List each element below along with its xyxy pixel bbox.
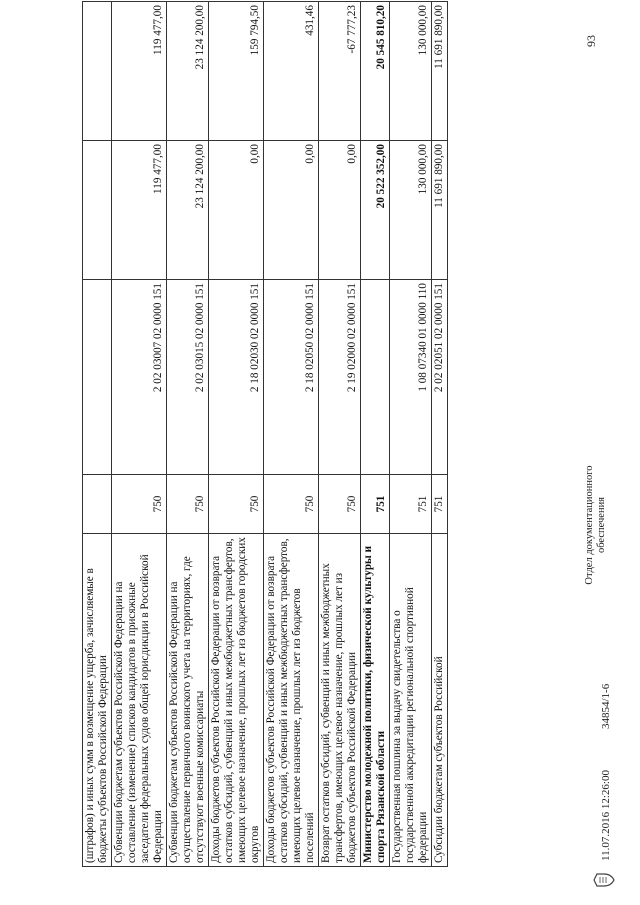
row-budget-code-cell	[361, 280, 390, 475]
row-budget-code-cell: 2 02 03015 02 0000 151	[167, 280, 209, 475]
row-name-cell: Субсидии бюджетам субъектов Российской	[432, 534, 448, 867]
page-number: 93	[584, 35, 598, 47]
table-row	[432, 2, 448, 867]
row-admin-code-cell: 751	[390, 475, 432, 534]
table-row	[390, 2, 432, 867]
row-name-cell: (штрафов) и иных сумм в возмещение ущерба, зачисляемые в бюджеты субъектов Российской Федерации	[83, 534, 112, 867]
table-row	[264, 2, 319, 867]
row-admin-code-cell: 751	[432, 475, 448, 534]
table-row	[112, 2, 167, 867]
row-admin-code-cell: 751	[361, 475, 390, 534]
row-name-cell: Доходы бюджетов субъектов Российской Федерации от возврата остатков субсидий, субвенций и иных межбюджетных трансфертов, имеющих целевое назначение, прошлых лет из бюджетов поселений	[264, 534, 319, 867]
row-admin-code-cell	[83, 475, 112, 534]
row-budget-code-cell: 2 02 02051 02 0000 151	[432, 280, 448, 475]
row-planned-amount-cell: 20 522 352,00	[361, 141, 390, 280]
row-admin-code-cell: 750	[209, 475, 264, 534]
row-planned-amount-cell: 0,00	[319, 141, 361, 280]
department-line-2: обеспечения	[596, 496, 607, 554]
row-actual-amount-cell	[83, 2, 112, 141]
coat-of-arms-icon	[592, 871, 616, 889]
row-planned-amount-cell: 23 124 200,00	[167, 141, 209, 280]
table-row	[361, 2, 390, 867]
row-budget-code-cell: 2 02 03007 02 0000 151	[112, 280, 167, 475]
row-actual-amount-cell: 20 545 810,20	[361, 2, 390, 141]
row-name-cell: Доходы бюджетов субъектов Российской Федерации от возврата остатков субсидий, субвенций и иных межбюджетных трансфертов, имеющих целевое назначение, прошлых лет из бюджетов городских округов	[209, 534, 264, 867]
row-actual-amount-cell: -67 777,23	[319, 2, 361, 141]
row-actual-amount-cell: 130 000,00	[390, 2, 432, 141]
table-row	[319, 2, 361, 867]
budget-revenue-table	[82, 1, 448, 867]
table-row	[167, 2, 209, 867]
row-actual-amount-cell: 119 477,00	[112, 2, 167, 141]
row-admin-code-cell: 750	[167, 475, 209, 534]
row-budget-code-cell: 1 08 07340 01 0000 110	[390, 280, 432, 475]
row-actual-amount-cell: 11 691 890,00	[432, 2, 448, 141]
department-label	[584, 455, 608, 595]
row-planned-amount-cell: 119 477,00	[112, 141, 167, 280]
row-actual-amount-cell: 431,46	[264, 2, 319, 141]
row-name-cell: Субвенции бюджетам субъектов Российской Федерации на составление (изменение) списков кандидатов в присяжные заседатели федеральных судов общей юрисдикции в Российской Федерации	[112, 534, 167, 867]
footer-document-code: 34854/1-6	[600, 683, 612, 729]
row-actual-amount-cell: 159 794,50	[209, 2, 264, 141]
row-budget-code-cell	[83, 280, 112, 475]
row-name-cell: Субвенции бюджетам субъектов Российской Федерации на осуществление первичного воинского учета на территориях, где отсутствуют военные комиссариаты	[167, 534, 209, 867]
row-planned-amount-cell	[83, 141, 112, 280]
row-name-cell: Возврат остатков субсидий, субвенций и иных межбюджетных трансфертов, имеющих целевое назначение, прошлых лет из бюджетов субъектов Российской Федерации	[319, 534, 361, 867]
department-line-1: Отдел документационного	[584, 465, 595, 585]
table-row	[209, 2, 264, 867]
footer-timestamp: 11.07.2016 12:26:00	[600, 770, 612, 861]
row-budget-code-cell: 2 18 02030 02 0000 151	[209, 280, 264, 475]
row-admin-code-cell: 750	[319, 475, 361, 534]
row-planned-amount-cell: 0,00	[209, 141, 264, 280]
table-row	[83, 2, 112, 867]
row-planned-amount-cell: 0,00	[264, 141, 319, 280]
row-admin-code-cell: 750	[264, 475, 319, 534]
row-budget-code-cell: 2 18 02050 02 0000 151	[264, 280, 319, 475]
row-name-cell: Министерство молодежной политики, физической культуры и спорта Рязанской области	[361, 534, 390, 867]
row-name-cell: Государственная пошлина за выдачу свидетельства о государственной аккредитации региональной спортивной федерации	[390, 534, 432, 867]
row-planned-amount-cell: 11 691 890,00	[432, 141, 448, 280]
row-admin-code-cell: 750	[112, 475, 167, 534]
row-planned-amount-cell: 130 000,00	[390, 141, 432, 280]
row-actual-amount-cell: 23 124 200,00	[167, 2, 209, 141]
row-budget-code-cell: 2 19 02000 02 0000 151	[319, 280, 361, 475]
